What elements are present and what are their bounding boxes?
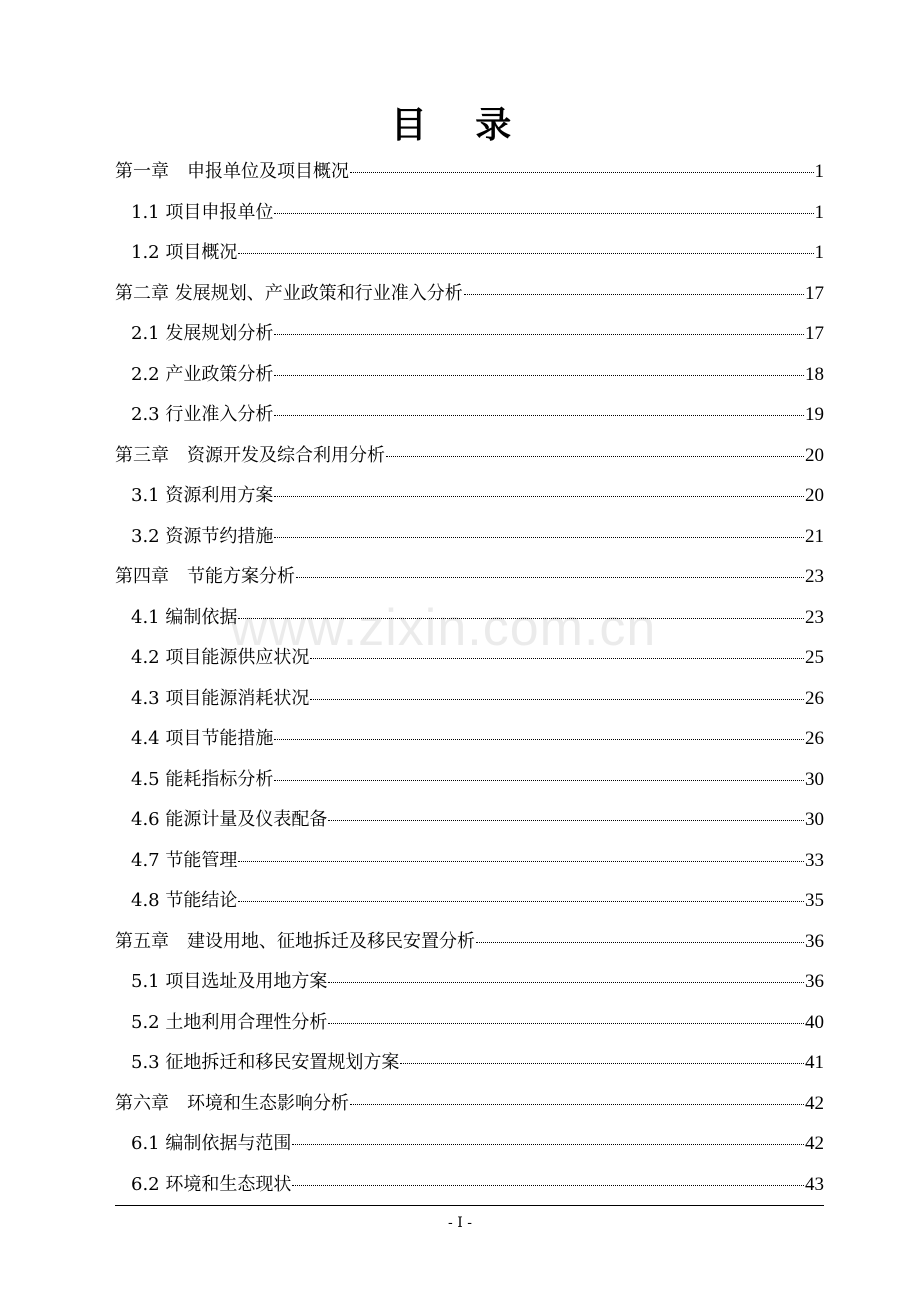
toc-dot-leader <box>274 780 804 781</box>
toc-dot-leader <box>476 942 804 943</box>
toc-section-entry[interactable] <box>115 841 824 882</box>
toc-entry-page-number: 33 <box>805 849 824 871</box>
toc-entry-page-number: 1 <box>814 161 824 182</box>
toc-entry-label: 4.6 能源计量及仪表配备 <box>131 809 328 830</box>
toc-dot-leader <box>274 537 804 538</box>
toc-dot-leader <box>238 901 804 902</box>
toc-section-entry[interactable] <box>115 1124 824 1165</box>
toc-entry-page-number: 35 <box>805 890 824 911</box>
toc-entry-label: 第二章 发展规划、产业政策和行业准入分析 <box>115 282 463 304</box>
toc-entry-page-number: 21 <box>805 525 824 547</box>
toc-entry-page-number: 36 <box>805 930 824 952</box>
toc-section-entry[interactable] <box>115 719 824 760</box>
toc-dot-leader <box>350 1104 804 1105</box>
toc-entry-label: 第五章 建设用地、征地拆迁及移民安置分析 <box>115 930 475 952</box>
toc-dot-leader <box>296 577 804 578</box>
toc-dot-leader <box>310 699 804 700</box>
toc-entry-label: 1.2 项目概况 <box>131 242 238 263</box>
toc-dot-leader <box>274 334 804 335</box>
toc-entry-label: 4.7 节能管理 <box>131 849 238 871</box>
toc-entry-label: 第一章 申报单位及项目概况 <box>115 161 349 182</box>
toc-section-entry[interactable] <box>115 598 824 639</box>
toc-entry-page-number: 1 <box>814 242 824 263</box>
toc-dot-leader <box>274 739 804 740</box>
toc-dot-leader <box>238 618 804 619</box>
toc-entry-label: 5.1 项目选址及用地方案 <box>131 971 328 992</box>
toc-entry-page-number: 41 <box>805 1052 824 1073</box>
toc-section-entry[interactable] <box>115 800 824 841</box>
toc-entry-page-number: 19 <box>805 404 824 425</box>
toc-dot-leader <box>464 294 804 295</box>
toc-entry-page-number: 18 <box>805 363 824 385</box>
toc-entry-page-number: 30 <box>805 768 824 790</box>
toc-dot-leader <box>328 982 804 983</box>
toc-entry-label: 6.2 环境和生态现状 <box>131 1173 292 1195</box>
toc-entry-label: 4.8 节能结论 <box>131 890 238 911</box>
toc-dot-leader <box>238 861 804 862</box>
toc-entry-label: 4.2 项目能源供应状况 <box>131 647 310 668</box>
toc-dot-leader <box>310 658 804 659</box>
toc-entry-page-number: 1 <box>814 201 824 223</box>
toc-section-entry[interactable] <box>115 193 824 234</box>
toc-section-entry[interactable] <box>115 638 824 679</box>
toc-entry-page-number: 40 <box>805 1011 824 1033</box>
toc-entry-page-number: 42 <box>805 1133 824 1154</box>
toc-entry-label: 4.5 能耗指标分析 <box>131 768 274 790</box>
toc-chapter-entry[interactable] <box>115 274 824 315</box>
toc-chapter-entry[interactable] <box>115 436 824 477</box>
toc-dot-leader <box>274 415 804 416</box>
toc-section-entry[interactable] <box>115 679 824 720</box>
toc-entry-page-number: 23 <box>805 566 824 587</box>
toc-entry-label: 第四章 节能方案分析 <box>115 566 295 587</box>
toc-entry-label: 3.2 资源节约措施 <box>131 525 274 547</box>
toc-entry-page-number: 42 <box>805 1092 824 1114</box>
toc-entry-label: 5.2 土地利用合理性分析 <box>131 1011 328 1033</box>
toc-dot-leader <box>328 1023 804 1024</box>
toc-section-entry[interactable] <box>115 760 824 801</box>
toc-entry-page-number: 17 <box>805 323 824 344</box>
toc-entry-label: 第三章 资源开发及综合利用分析 <box>115 444 385 466</box>
toc-section-entry[interactable] <box>115 517 824 558</box>
toc-entry-page-number: 23 <box>805 606 824 628</box>
toc-dot-leader <box>350 172 814 173</box>
toc-entry-page-number: 43 <box>805 1173 824 1195</box>
toc-entry-page-number: 20 <box>805 485 824 506</box>
toc-dot-leader <box>292 1144 804 1145</box>
toc-dot-leader <box>386 456 804 457</box>
toc-chapter-entry[interactable] <box>115 152 824 193</box>
toc-entry-label: 第六章 环境和生态影响分析 <box>115 1092 349 1114</box>
toc-entry-label: 6.1 编制依据与范围 <box>131 1133 292 1154</box>
toc-entry-label: 4.4 项目节能措施 <box>131 728 274 749</box>
toc-entry-page-number: 26 <box>805 728 824 749</box>
toc-dot-leader <box>274 496 804 497</box>
toc-entry-label: 4.1 编制依据 <box>131 606 238 628</box>
toc-entry-page-number: 25 <box>805 647 824 668</box>
toc-entry-page-number: 26 <box>805 687 824 709</box>
toc-entry-label: 5.3 征地拆迁和移民安置规划方案 <box>131 1052 400 1073</box>
toc-section-entry[interactable] <box>115 1003 824 1044</box>
watermark: www.zixin.com.cn <box>230 599 657 657</box>
toc-chapter-entry[interactable] <box>115 557 824 598</box>
toc-section-entry[interactable] <box>115 1043 824 1084</box>
toc-entry-label: 3.1 资源利用方案 <box>131 485 274 506</box>
toc-dot-leader <box>328 820 804 821</box>
toc-entry-page-number: 20 <box>805 444 824 466</box>
toc-entry-label: 4.3 项目能源消耗状况 <box>131 687 310 709</box>
toc-entry-label: 2.3 行业准入分析 <box>131 404 274 425</box>
toc-section-entry[interactable] <box>115 1165 824 1206</box>
toc-entry-label: 1.1 项目申报单位 <box>131 201 274 223</box>
toc-dot-leader <box>292 1185 804 1186</box>
toc-section-entry[interactable] <box>115 355 824 396</box>
toc-section-entry[interactable] <box>115 395 824 436</box>
toc-dot-leader <box>274 213 813 214</box>
toc-section-entry[interactable] <box>115 233 824 274</box>
toc-section-entry[interactable] <box>115 962 824 1003</box>
toc-entry-page-number: 30 <box>805 809 824 830</box>
toc-dot-leader <box>238 253 813 254</box>
page-title: 目 录 <box>390 104 530 146</box>
table-of-contents <box>115 152 824 1205</box>
toc-section-entry[interactable] <box>115 476 824 517</box>
toc-chapter-entry[interactable] <box>115 922 824 963</box>
footer-divider <box>115 1205 824 1206</box>
toc-entry-page-number: 36 <box>805 971 824 992</box>
toc-chapter-entry[interactable] <box>115 1084 824 1125</box>
toc-entry-page-number: 17 <box>805 282 824 304</box>
toc-dot-leader <box>274 375 804 376</box>
toc-section-entry[interactable] <box>115 314 824 355</box>
toc-section-entry[interactable] <box>115 881 824 922</box>
toc-entry-label: 2.1 发展规划分析 <box>131 323 274 344</box>
toc-dot-leader <box>400 1063 804 1064</box>
footer-page-number: - I - <box>448 1215 472 1231</box>
toc-entry-label: 2.2 产业政策分析 <box>131 363 274 385</box>
